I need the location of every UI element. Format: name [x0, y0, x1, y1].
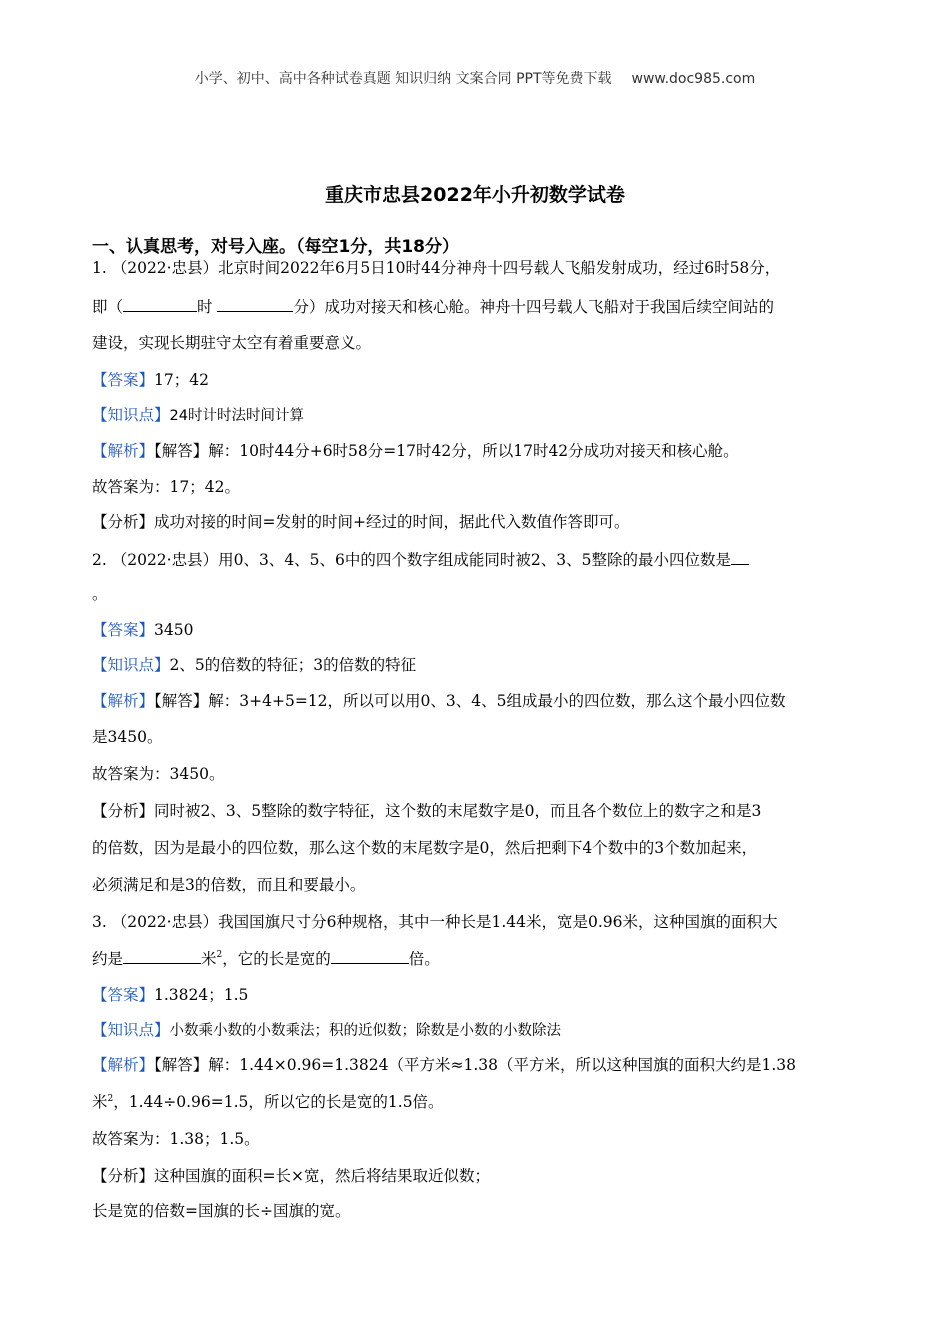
- q3-superscript: 2: [107, 1094, 114, 1104]
- q1-line3: 建设，实现长期驻守太空有着重要意义。: [92, 334, 372, 352]
- q3-superscript: 2: [216, 950, 223, 960]
- q1-fenxi: [92, 512, 630, 532]
- q1-text: 分）成功对接天和核心舱。神舟十四号载人飞船对于我国后续空间站的: [293, 298, 774, 316]
- q2-answer: [92, 620, 193, 640]
- q3-text: 米: [92, 1093, 108, 1111]
- q3-text: ，1.44÷0.96=1.5，所以它的长是宽的1.5倍。: [113, 1093, 444, 1111]
- page-header: [0, 68, 950, 88]
- answer-tag: 【答案】: [92, 371, 155, 389]
- q3-text: ，它的长是宽的: [222, 950, 331, 968]
- q1-text: 时: [197, 298, 218, 316]
- q2-analysis-line2: 是3450。: [92, 728, 163, 746]
- header-url[interactable]: www.doc985.com: [631, 71, 756, 87]
- q1-knowledge: [92, 405, 304, 426]
- q3-analysis-line2: [92, 1092, 444, 1112]
- q2-knowledge: [92, 655, 416, 675]
- q3-answer: [92, 985, 248, 1005]
- q3-line1: 3. （2022·忠县）我国国旗尺寸分6种规格，其中一种长是1.44米，宽是0.96米，这种国旗的面积大: [92, 913, 778, 931]
- q2-conclusion: 故答案为：3450。: [92, 765, 225, 783]
- q1-text: 即（: [92, 298, 124, 316]
- q2-line1: [92, 549, 749, 570]
- analysis-tag: 【解析】: [92, 692, 155, 710]
- q2-answer-value: 3450: [154, 621, 194, 639]
- q3-fenxi-line1: [92, 1166, 490, 1186]
- q2-blank[interactable]: [731, 549, 749, 565]
- q2-analysis-line1: [92, 691, 785, 711]
- q3-fenxi-line2: 长是宽的倍数=国旗的长÷国旗的宽。: [92, 1202, 351, 1220]
- knowledge-tag: 【知识点】: [92, 656, 170, 674]
- q2-fenxi-line1: [92, 801, 761, 821]
- q3-text: 倍。: [408, 950, 440, 968]
- q1-blank-hour[interactable]: [123, 296, 197, 312]
- q1-answer-value: 17；42: [154, 371, 209, 389]
- q2-knowledge-value: 2、5的倍数的特征；3的倍数的特征: [169, 656, 417, 674]
- q3-analysis-line1: [92, 1055, 796, 1075]
- analysis-tag: 【解析】: [92, 442, 155, 460]
- q3-blank-ratio[interactable]: [331, 948, 409, 964]
- knowledge-tag: 【知识点】: [92, 1021, 170, 1039]
- q3-analysis-value: 【解答】解：1.44×0.96=1.3824（平方米≈1.38（平方米，所以这种国旗的面积大约是1.38: [154, 1056, 797, 1074]
- q3-conclusion: 故答案为：1.38；1.5。: [92, 1130, 260, 1148]
- q1-blank-minute[interactable]: [217, 296, 293, 312]
- fenxi-tag: 【分析】: [92, 513, 155, 531]
- q3-line2: [92, 948, 440, 969]
- knowledge-tag: 【知识点】: [92, 406, 170, 424]
- q2-fenxi-value: 同时被2、3、5整除的数字特征，这个数的末尾数字是0，而且各个数位上的数字之和是3: [154, 802, 762, 820]
- q1-line1: 1. （2022·忠县）北京时间2022年6月5日10时44分神舟十四号载人飞船发射成功，经过6时58分，: [92, 259, 781, 277]
- q1-answer: [92, 370, 209, 390]
- answer-tag: 【答案】: [92, 621, 155, 639]
- q2-analysis-value: 【解答】解：3+4+5=12，所以可以用0、3、4、5组成最小的四位数，那么这个最小四位数: [154, 692, 786, 710]
- q1-analysis: [92, 441, 739, 461]
- q3-fenxi-value: 这种国旗的面积=长×宽，然后将结果取近似数；: [154, 1167, 490, 1185]
- q1-fenxi-value: 成功对接的时间=发射的时间+经过的时间，据此代入数值作答即可。: [154, 513, 630, 531]
- q1-knowledge-value: 24时计时法时间计算: [169, 408, 304, 424]
- page-title: 重庆市忠县2022年小升初数学试卷: [325, 184, 625, 206]
- q1-analysis-value: 【解答】解：10时44分+6时58分=17时42分，所以17时42分成功对接天和核心舱。: [154, 442, 739, 460]
- header-text: 小学、初中、高中各种试卷真题 知识归纳 文案合同 PPT等免费下载: [194, 71, 612, 87]
- q1-conclusion: 故答案为：17；42。: [92, 478, 240, 496]
- q3-text: 米: [201, 950, 217, 968]
- q3-text: 约是: [92, 950, 124, 968]
- q2-line2: 。: [92, 585, 108, 603]
- q3-blank-area[interactable]: [123, 948, 201, 964]
- answer-tag: 【答案】: [92, 986, 155, 1004]
- q2-fenxi-line2: 的倍数，因为是最小的四位数，那么这个数的末尾数字是0，然后把剩下4个数中的3个数加起来，: [92, 839, 758, 857]
- q2-text: 2. （2022·忠县）用0、3、4、5、6中的四个数字组成能同时被2、3、5整除的最小四位数是: [92, 551, 731, 569]
- section-heading: 一、认真思考，对号入座。（每空1分，共18分）: [92, 237, 459, 257]
- q2-fenxi-line3: 必须满足和是3的倍数，而且和要最小。: [92, 876, 366, 894]
- q3-knowledge-value: 小数乘小数的小数乘法；积的近似数；除数是小数的小数除法: [169, 1023, 562, 1039]
- analysis-tag: 【解析】: [92, 1056, 155, 1074]
- fenxi-tag: 【分析】: [92, 802, 155, 820]
- q3-knowledge: [92, 1020, 561, 1041]
- q1-line2: [92, 296, 774, 317]
- fenxi-tag: 【分析】: [92, 1167, 155, 1185]
- q3-answer-value: 1.3824；1.5: [154, 986, 249, 1004]
